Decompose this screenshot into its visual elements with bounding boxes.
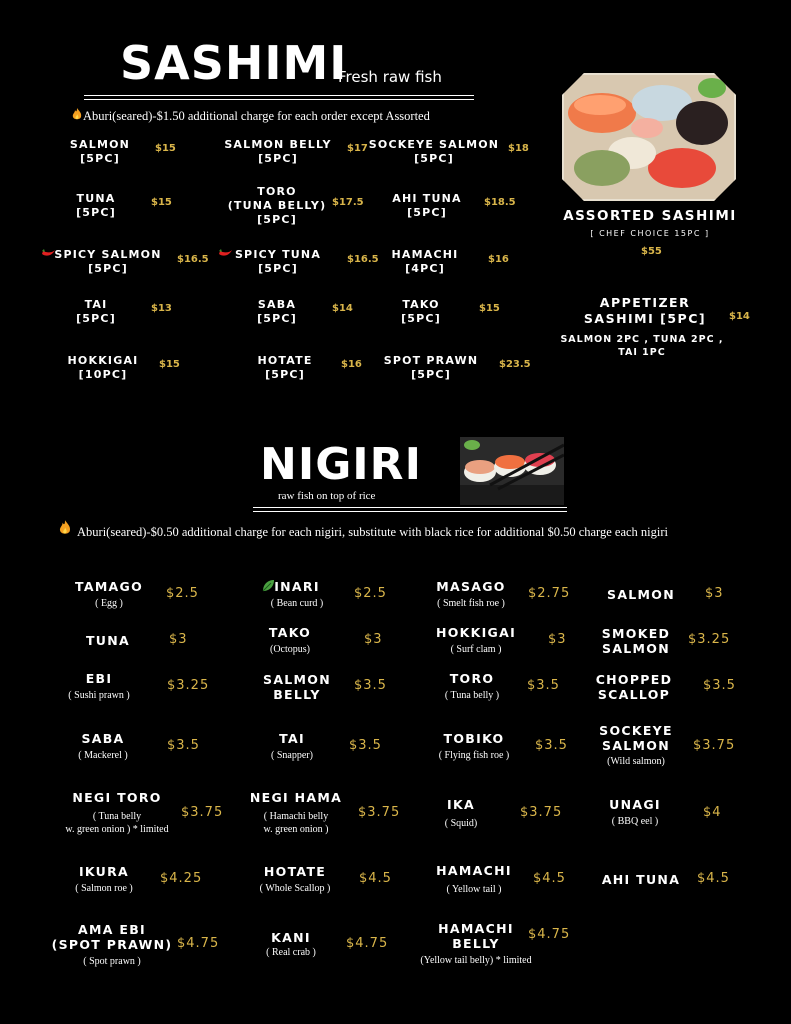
sashimi-item-name: SPICY TUNA [5PC] bbox=[234, 248, 322, 275]
sashimi-item-name: HOTATE [5PC] bbox=[257, 354, 313, 381]
nigiri-item-name: AMA EBI (SPOT PRAWN) bbox=[51, 922, 173, 952]
nigiri-item-price: $3.75 bbox=[693, 738, 736, 753]
nigiri-rule-bottom bbox=[253, 511, 567, 512]
sashimi-item-price: $18 bbox=[508, 143, 529, 154]
assorted-sashimi-sub: [ CHEF CHOICE 15PC ] bbox=[590, 229, 710, 238]
sashimi-item-price: $23.5 bbox=[499, 359, 531, 370]
nigiri-item-price: $4.5 bbox=[697, 871, 730, 886]
sashimi-item-name: HAMACHI [4PC] bbox=[391, 248, 459, 275]
nigiri-item-name: TAKO bbox=[268, 625, 312, 640]
flame-icon bbox=[72, 108, 82, 121]
nigiri-item-price: $3.25 bbox=[167, 678, 210, 693]
sashimi-item-price: $16 bbox=[341, 359, 362, 370]
nigiri-item-price: $4.75 bbox=[346, 936, 389, 951]
sashimi-item-price: $14 bbox=[332, 303, 353, 314]
sashimi-item-price: $15 bbox=[151, 197, 172, 208]
nigiri-item-price: $3.5 bbox=[535, 738, 568, 753]
nigiri-item-description: ( Tuna belly ) bbox=[444, 690, 500, 701]
nigiri-item-name: HOKKIGAI bbox=[435, 625, 517, 640]
nigiri-item-price: $3.25 bbox=[688, 632, 731, 647]
nigiri-item-price: $3.5 bbox=[527, 678, 560, 693]
nigiri-item-price: $4.75 bbox=[177, 936, 220, 951]
nigiri-item-description: ( Salmon roe ) bbox=[75, 883, 133, 894]
sashimi-item-name: SALMON BELLY [5PC] bbox=[224, 138, 332, 165]
nigiri-item-price: $3 bbox=[705, 586, 724, 601]
nigiri-item-description: ( Egg ) bbox=[95, 598, 123, 609]
nigiri-item-price: $3 bbox=[548, 632, 567, 647]
nigiri-item-price: $3.5 bbox=[167, 738, 200, 753]
sashimi-item-name: SABA [5PC] bbox=[257, 298, 297, 325]
nigiri-item-name: SABA bbox=[81, 731, 125, 746]
flame-icon bbox=[59, 520, 71, 536]
nigiri-item-description: ( Hamachi belly w. green onion ) bbox=[263, 811, 329, 835]
nigiri-item-name: CHOPPED SCALLOP bbox=[595, 672, 673, 702]
nigiri-item-price: $4.75 bbox=[528, 927, 571, 942]
nigiri-photo bbox=[460, 437, 564, 505]
sashimi-item-name: SOCKEYE SALMON [5PC] bbox=[368, 138, 500, 165]
sashimi-item-price: $16 bbox=[488, 254, 509, 265]
sashimi-title: SASHIMI bbox=[120, 36, 348, 90]
sashimi-item-price: $15 bbox=[155, 143, 176, 154]
sashimi-item-name: HOKKIGAI [10PC] bbox=[67, 354, 139, 381]
sashimi-item-price: $18.5 bbox=[484, 197, 516, 208]
nigiri-item-name: SOCKEYE SALMON bbox=[599, 723, 673, 753]
sashimi-note: Aburi(seared)-$1.50 additional charge for each order except Assorted bbox=[83, 109, 430, 123]
nigiri-item-description: (Wild salmon) bbox=[607, 756, 665, 767]
sashimi-item-name: TORO (TUNA BELLY) [5PC] bbox=[227, 185, 327, 226]
nigiri-item-description: ( Sushi prawn ) bbox=[68, 690, 130, 701]
nigiri-item-name: EBI bbox=[85, 671, 113, 686]
nigiri-item-name: HAMACHI BELLY bbox=[438, 921, 514, 951]
nigiri-item-description: ( Flying fish roe ) bbox=[438, 750, 510, 761]
leaf-icon bbox=[261, 579, 275, 593]
nigiri-subtitle: raw fish on top of rice bbox=[278, 490, 376, 502]
sashimi-item-price: $15 bbox=[479, 303, 500, 314]
sashimi-item-price: $17.5 bbox=[332, 197, 364, 208]
sashimi-rule-top bbox=[84, 95, 474, 96]
sashimi-item-name: SALMON [5PC] bbox=[69, 138, 131, 165]
nigiri-item-name: MASAGO bbox=[436, 579, 506, 594]
nigiri-item-name: AHI TUNA bbox=[601, 872, 681, 887]
nigiri-item-description: (Yellow tail belly) * limited bbox=[420, 955, 532, 966]
nigiri-item-name: IKA bbox=[447, 797, 475, 812]
sashimi-rule-bottom bbox=[84, 99, 474, 100]
nigiri-item-price: $4.5 bbox=[533, 871, 566, 886]
sashimi-item-name: TUNA [5PC] bbox=[76, 192, 116, 219]
nigiri-item-description: ( Yellow tail ) bbox=[446, 884, 502, 895]
nigiri-item-description: ( Spot prawn ) bbox=[83, 956, 141, 967]
nigiri-item-name: TUNA bbox=[85, 633, 130, 648]
nigiri-item-description: ( Surf clam ) bbox=[450, 644, 502, 655]
nigiri-item-description: ( Bean curd ) bbox=[270, 598, 324, 609]
sashimi-item-price: $16.5 bbox=[177, 254, 209, 265]
sashimi-subtitle: Fresh raw fish bbox=[338, 68, 442, 86]
nigiri-item-name: TOBIKO bbox=[443, 731, 505, 746]
sashimi-item-name: SPOT PRAWN [5PC] bbox=[383, 354, 479, 381]
nigiri-item-name: IKURA bbox=[78, 864, 130, 879]
nigiri-item-name: SMOKED SALMON bbox=[601, 626, 671, 656]
sashimi-item-name: TAI [5PC] bbox=[76, 298, 116, 325]
assorted-sashimi-photo bbox=[562, 73, 736, 201]
nigiri-item-price: $3 bbox=[364, 632, 383, 647]
nigiri-item-price: $3.75 bbox=[520, 805, 563, 820]
nigiri-item-price: $4.25 bbox=[160, 871, 203, 886]
nigiri-item-price: $3 bbox=[169, 632, 188, 647]
nigiri-item-name: NEGI HAMA bbox=[249, 790, 343, 805]
chili-pepper-icon bbox=[217, 248, 233, 258]
nigiri-item-name: TAMAGO bbox=[74, 579, 144, 594]
nigiri-item-name: SALMON BELLY bbox=[263, 672, 331, 702]
nigiri-item-price: $3.75 bbox=[358, 805, 401, 820]
sashimi-item-name: SPICY SALMON [5PC] bbox=[54, 248, 162, 275]
nigiri-item-name: TORO bbox=[449, 671, 495, 686]
nigiri-item-description: ( Whole Scallop ) bbox=[259, 883, 331, 894]
appetizer-sashimi-name: APPETIZER SASHIMI [5PC] bbox=[583, 295, 707, 326]
nigiri-item-price: $3.75 bbox=[181, 805, 224, 820]
nigiri-item-name: HOTATE bbox=[263, 864, 327, 879]
nigiri-item-description: ( Real crab ) bbox=[266, 947, 316, 958]
assorted-sashimi-price: $55 bbox=[641, 246, 662, 257]
nigiri-item-name: HAMACHI bbox=[436, 863, 512, 878]
nigiri-item-description: ( Snapper) bbox=[271, 750, 313, 761]
nigiri-item-price: $4.5 bbox=[359, 871, 392, 886]
nigiri-item-price: $3.5 bbox=[703, 678, 736, 693]
nigiri-item-name: INARI bbox=[274, 579, 320, 594]
chili-pepper-icon bbox=[40, 248, 56, 258]
nigiri-item-description: ( Mackerel ) bbox=[78, 750, 128, 761]
appetizer-sashimi-sub: SALMON 2PC , TUNA 2PC , TAI 1PC bbox=[560, 334, 724, 358]
appetizer-sashimi-price: $14 bbox=[729, 311, 750, 322]
nigiri-item-price: $4 bbox=[703, 805, 722, 820]
nigiri-item-name: KANI bbox=[271, 930, 311, 945]
nigiri-item-price: $2.5 bbox=[166, 586, 199, 601]
nigiri-item-description: ( Squid) bbox=[444, 818, 478, 829]
sashimi-item-price: $16.5 bbox=[347, 254, 379, 265]
nigiri-item-description: ( BBQ eel ) bbox=[611, 816, 659, 827]
nigiri-item-name: UNAGI bbox=[609, 797, 661, 812]
nigiri-item-name: NEGI TORO bbox=[72, 790, 162, 805]
sashimi-item-name: TAKO [5PC] bbox=[401, 298, 441, 325]
nigiri-item-description: ( Tuna belly w. green onion ) * limited bbox=[65, 811, 169, 835]
assorted-sashimi-name: ASSORTED SASHIMI bbox=[563, 208, 737, 224]
sashimi-item-name: AHI TUNA [5PC] bbox=[392, 192, 462, 219]
nigiri-item-price: $2.5 bbox=[354, 586, 387, 601]
nigiri-item-price: $3.5 bbox=[349, 738, 382, 753]
nigiri-item-name: SALMON bbox=[607, 587, 675, 602]
nigiri-note: Aburi(seared)-$0.50 additional charge for each nigiri, substitute with black rice for additional $0.50 charge each nigiri bbox=[77, 525, 669, 539]
sashimi-item-price: $15 bbox=[159, 359, 180, 370]
nigiri-item-price: $3.5 bbox=[354, 678, 387, 693]
sashimi-item-price: $13 bbox=[151, 303, 172, 314]
nigiri-item-description: ( Smelt fish roe ) bbox=[437, 598, 505, 609]
nigiri-item-name: TAI bbox=[279, 731, 305, 746]
nigiri-item-price: $2.75 bbox=[528, 586, 571, 601]
sashimi-item-price: $17 bbox=[347, 143, 368, 154]
nigiri-rule-top bbox=[253, 507, 567, 508]
nigiri-title: NIGIRI bbox=[260, 439, 422, 490]
nigiri-item-description: (Octopus) bbox=[270, 644, 310, 655]
